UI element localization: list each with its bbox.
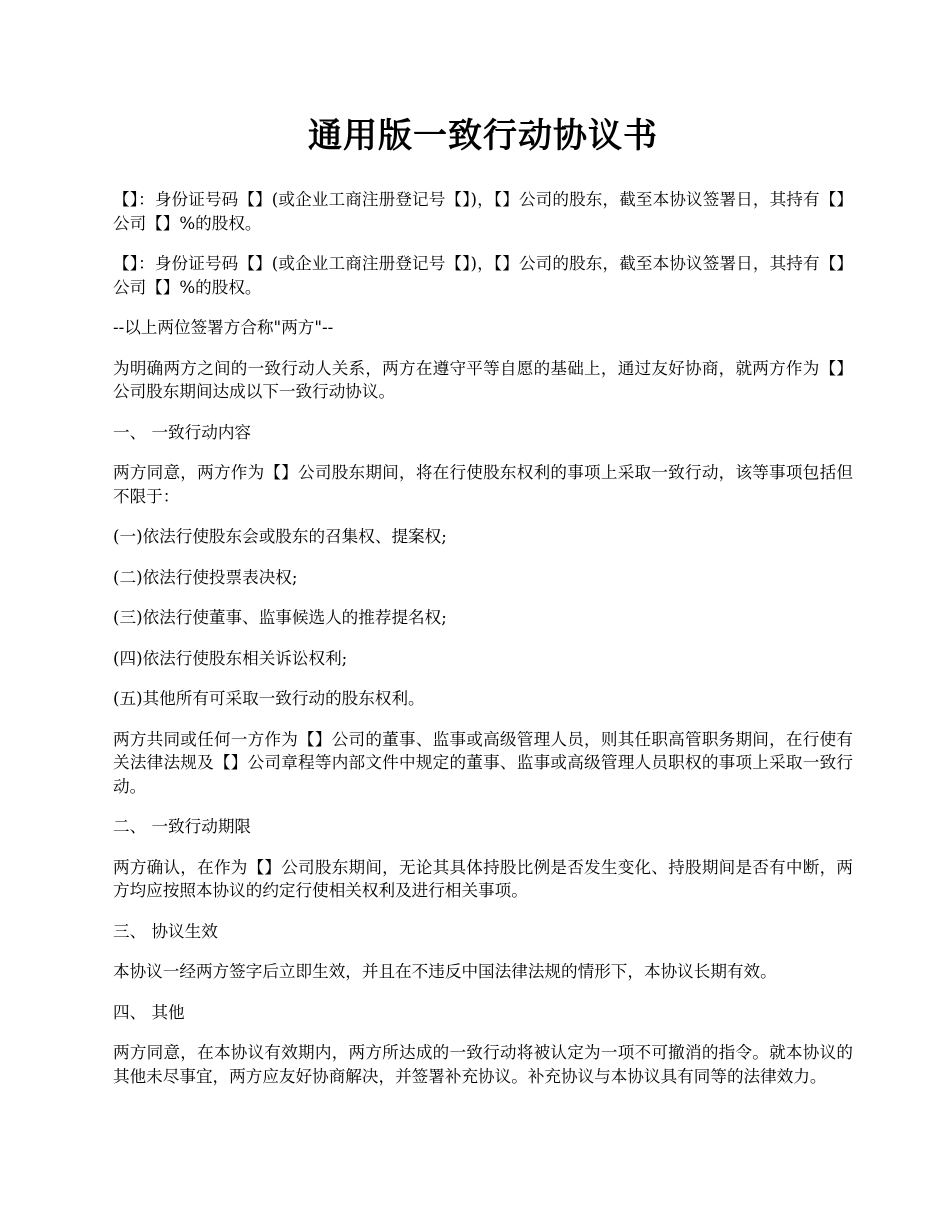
section-2-body: 两方确认，在作为【】公司股东期间，无论其具体持股比例是否发生变化、持股期间是否有中断，两方均应按照本协议的约定行使相关权利及进行相关事项。 — [113, 857, 853, 900]
preamble-paragraph: 为明确两方之间的一致行动人关系，两方在遵守平等自愿的基础上，通过友好协商，就两方作为【】公司股东期间达成以下一致行动协议。 — [113, 358, 853, 401]
document-page — [113, 108, 853, 1105]
section-3-body: 本协议一经两方签字后立即生效，并且在不违反中国法律法规的情形下，本协议长期有效。 — [113, 962, 777, 981]
section-1-extra: 两方共同或任何一方作为【】公司的董事、监事或高级管理人员，则其任职高管职务期间，在行使有关法律法规及【】公司章程等内部文件中规定的董事、监事或高级管理人员职权的事项上采取一致行动。 — [113, 729, 853, 796]
document-title: 通用版一致行动协议书 — [308, 116, 658, 156]
section-1-item-1: (一)依法行使股东会或股东的召集权、提案权; — [113, 527, 447, 546]
section-3-heading: 三、 协议生效 — [113, 921, 218, 941]
section-4-body: 两方同意，在本协议有效期内，两方所达成的一致行动将被认定为一项不可撤消的指令。就本协议的其他未尽事宜，两方应友好协商解决，并签署补充协议。补充协议与本协议具有同等的法律效力。 — [113, 1043, 853, 1086]
section-1-intro: 两方同意，两方作为【】公司股东期间，将在行使股东权利的事项上采取一致行动，该等事项包括但不限于： — [113, 463, 853, 506]
parties-note: --以上两位签署方合称"两方"-- — [113, 318, 334, 337]
section-1-heading: 一、 一致行动内容 — [113, 422, 252, 442]
section-1-item-4: (四)依法行使股东相关诉讼权利; — [113, 648, 348, 668]
section-2-heading: 二、 一致行动期限 — [113, 817, 252, 836]
section-1-item-3: (三)依法行使董事、监事候选人的推荐提名权; — [113, 608, 447, 627]
party-b-paragraph: 【】：身份证号码【】(或企业工商注册登记号【】)，【】公司的股东，截至本协议签署日，其持有【】公司【】%的股权。 — [113, 254, 853, 297]
section-4-heading: 四、 其他 — [113, 1002, 185, 1022]
section-1-item-5: (五)其他所有可采取一致行动的股东权利。 — [113, 689, 425, 708]
party-a-paragraph: 【】：身份证号码【】(或企业工商注册登记号【】)，【】公司的股东，截至本协议签署日，其持有【】公司【】%的股权。 — [113, 190, 853, 233]
section-1-item-2: (二)依法行使投票表决权; — [113, 567, 298, 587]
